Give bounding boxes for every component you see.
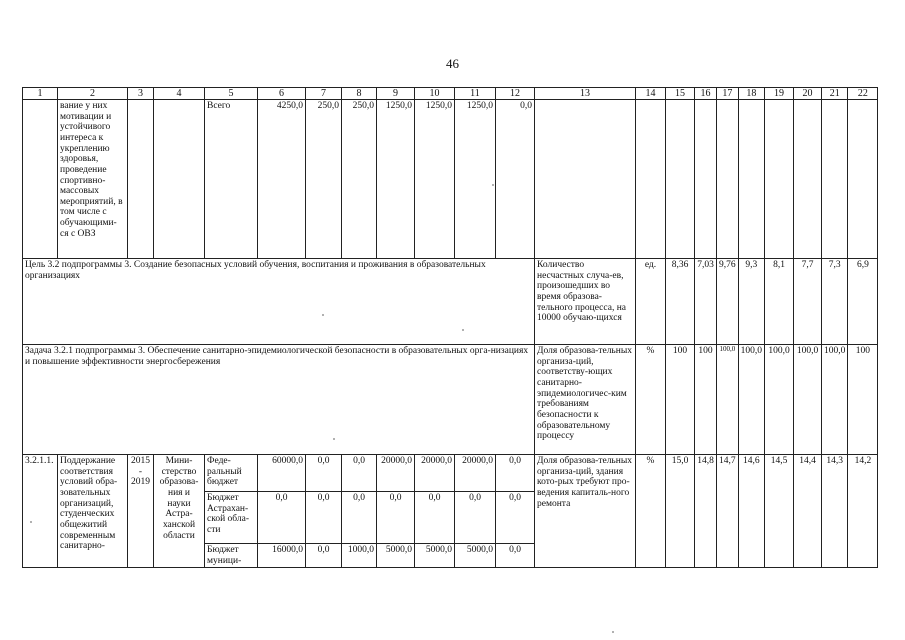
scan-speck (612, 631, 614, 633)
scan-speck (322, 314, 324, 316)
task-text: Задача 3.2.1 подпрограммы 3. Обеспечение санитарно-эпидемиологической безопасности в образовательных орга-низациях и повышение эффективности энергосбережения (23, 345, 535, 455)
header-cell: 1 (23, 88, 58, 100)
scan-speck (333, 438, 335, 440)
header-cell: 21 (822, 88, 848, 100)
goal-value: 7,7 (794, 259, 822, 345)
header-cell: 15 (666, 88, 695, 100)
header-cell: 18 (738, 88, 764, 100)
task-value: 100,0 (738, 345, 764, 455)
funding-2018: 20000,0 (455, 455, 496, 492)
funding-2014: 250,0 (306, 100, 342, 259)
task-indicator: Доля образова-тельных организа-ций, соответству-ющих санитарно-эпидемиологичес-ким требованиям безопасности к образовательному процессу (535, 345, 636, 455)
page-number: 46 (446, 56, 459, 71)
measure-unit: % (636, 455, 666, 568)
funding-2017: 5000,0 (415, 544, 455, 568)
measure-indicator: Доля образова-тельных организа-ций, здания кото-рых требуют про-ведения капиталь-ного ремонта (535, 455, 636, 568)
task-value: 100,0 (794, 345, 822, 455)
measure-value: 14,5 (765, 455, 794, 568)
header-cell: 19 (765, 88, 794, 100)
funding-2016: 20000,0 (377, 455, 415, 492)
header-cell: 4 (154, 88, 205, 100)
goal-value: 7,03 (695, 259, 717, 345)
funding-source: Всего (205, 100, 258, 259)
header-cell: 20 (794, 88, 822, 100)
goal-value: 9,3 (738, 259, 764, 345)
funding-2015: 0,0 (342, 455, 377, 492)
funding-2015: 0,0 (342, 492, 377, 544)
header-cell: 5 (205, 88, 258, 100)
header-cell: 10 (415, 88, 455, 100)
header-cell: 22 (848, 88, 878, 100)
goal-indicator: Количество несчастных случа-ев, произошедших во время образова-тельного процесса, на 10000 обучаю-щихся (535, 259, 636, 345)
measure-value: 15,0 (666, 455, 695, 568)
scan-speck (30, 521, 32, 523)
program-table (22, 87, 878, 568)
funding-total: 60000,0 (258, 455, 306, 492)
header-cell: 8 (342, 88, 377, 100)
measure-value: 14,4 (794, 455, 822, 568)
funding-source: Бюджет Астрахан-ской обла-сти (205, 492, 258, 544)
funding-2017: 20000,0 (415, 455, 455, 492)
funding-2015: 1000,0 (342, 544, 377, 568)
measure-name: Поддержание соответствия условий обра-зовательных организаций, студенческих общежитий современным санитарно- (58, 455, 128, 568)
funding-2017: 1250,0 (415, 100, 455, 259)
task-unit: % (636, 345, 666, 455)
funding-2019: 0,0 (496, 100, 535, 259)
funding-total: 0,0 (258, 492, 306, 544)
scan-speck (492, 184, 494, 186)
goal-unit: ед. (636, 259, 666, 345)
task-value: 100 (666, 345, 695, 455)
funding-2014: 0,0 (306, 455, 342, 492)
task-value: 100 (848, 345, 878, 455)
funding-2019: 0,0 (496, 455, 535, 492)
header-cell: 13 (535, 88, 636, 100)
scan-speck (462, 329, 464, 331)
funding-2016: 1250,0 (377, 100, 415, 259)
funding-2018: 5000,0 (455, 544, 496, 568)
funding-2016: 5000,0 (377, 544, 415, 568)
header-cell: 12 (496, 88, 535, 100)
header-cell: 14 (636, 88, 666, 100)
funding-2018: 0,0 (455, 492, 496, 544)
header-cell: 11 (455, 88, 496, 100)
funding-source: Феде-ральный бюджет (205, 455, 258, 492)
task-value: 100,0 (765, 345, 794, 455)
measure-value: 14,2 (848, 455, 878, 568)
measure-value: 14,7 (717, 455, 739, 568)
activity-name: вание у них мотивации и устойчивого интереса к укреплению здоровья, проведение спортивно-массовых мероприятий, в том числе с обучающими-ся с ОВЗ (58, 100, 128, 259)
measure-value: 14,6 (738, 455, 764, 568)
funding-2014: 0,0 (306, 544, 342, 568)
measure-executor: Мини-стерство образова-ния и науки Астра-ханской области (154, 455, 205, 568)
funding-source: Бюджет муници- (205, 544, 258, 568)
funding-2015: 250,0 (342, 100, 377, 259)
header-cell: 2 (58, 88, 128, 100)
task-value: 100,0 (822, 345, 848, 455)
funding-2016: 0,0 (377, 492, 415, 544)
measure-years: 2015 - 2019 (128, 455, 154, 568)
funding-2017: 0,0 (415, 492, 455, 544)
header-cell: 16 (695, 88, 717, 100)
measure-value: 14,8 (695, 455, 717, 568)
measure-code: 3.2.1.1. (23, 455, 58, 568)
measure-value: 14,3 (822, 455, 848, 568)
measure-row-federal (23, 455, 878, 492)
funding-2014: 0,0 (306, 492, 342, 544)
goal-value: 8,36 (666, 259, 695, 345)
task-value: 100 (695, 345, 717, 455)
funding-2019: 0,0 (496, 544, 535, 568)
task-row (23, 345, 878, 455)
header-cell: 9 (377, 88, 415, 100)
header-cell: 7 (306, 88, 342, 100)
goal-value: 6,9 (848, 259, 878, 345)
goal-value: 9,76 (717, 259, 739, 345)
funding-2018: 1250,0 (455, 100, 496, 259)
header-cell: 6 (258, 88, 306, 100)
funding-total: 16000,0 (258, 544, 306, 568)
funding-2019: 0,0 (496, 492, 535, 544)
header-cell: 3 (128, 88, 154, 100)
goal-text: Цель 3.2 подпрограммы 3. Создание безопасных условий обучения, воспитания и проживания в образовательных организациях (23, 259, 535, 345)
header-cell: 17 (717, 88, 739, 100)
continuation-row (23, 100, 878, 259)
goal-row (23, 259, 878, 345)
header-row (23, 88, 878, 100)
goal-value: 8,1 (765, 259, 794, 345)
funding-total: 4250,0 (258, 100, 306, 259)
task-value: 100,0 (717, 345, 739, 455)
goal-value: 7,3 (822, 259, 848, 345)
